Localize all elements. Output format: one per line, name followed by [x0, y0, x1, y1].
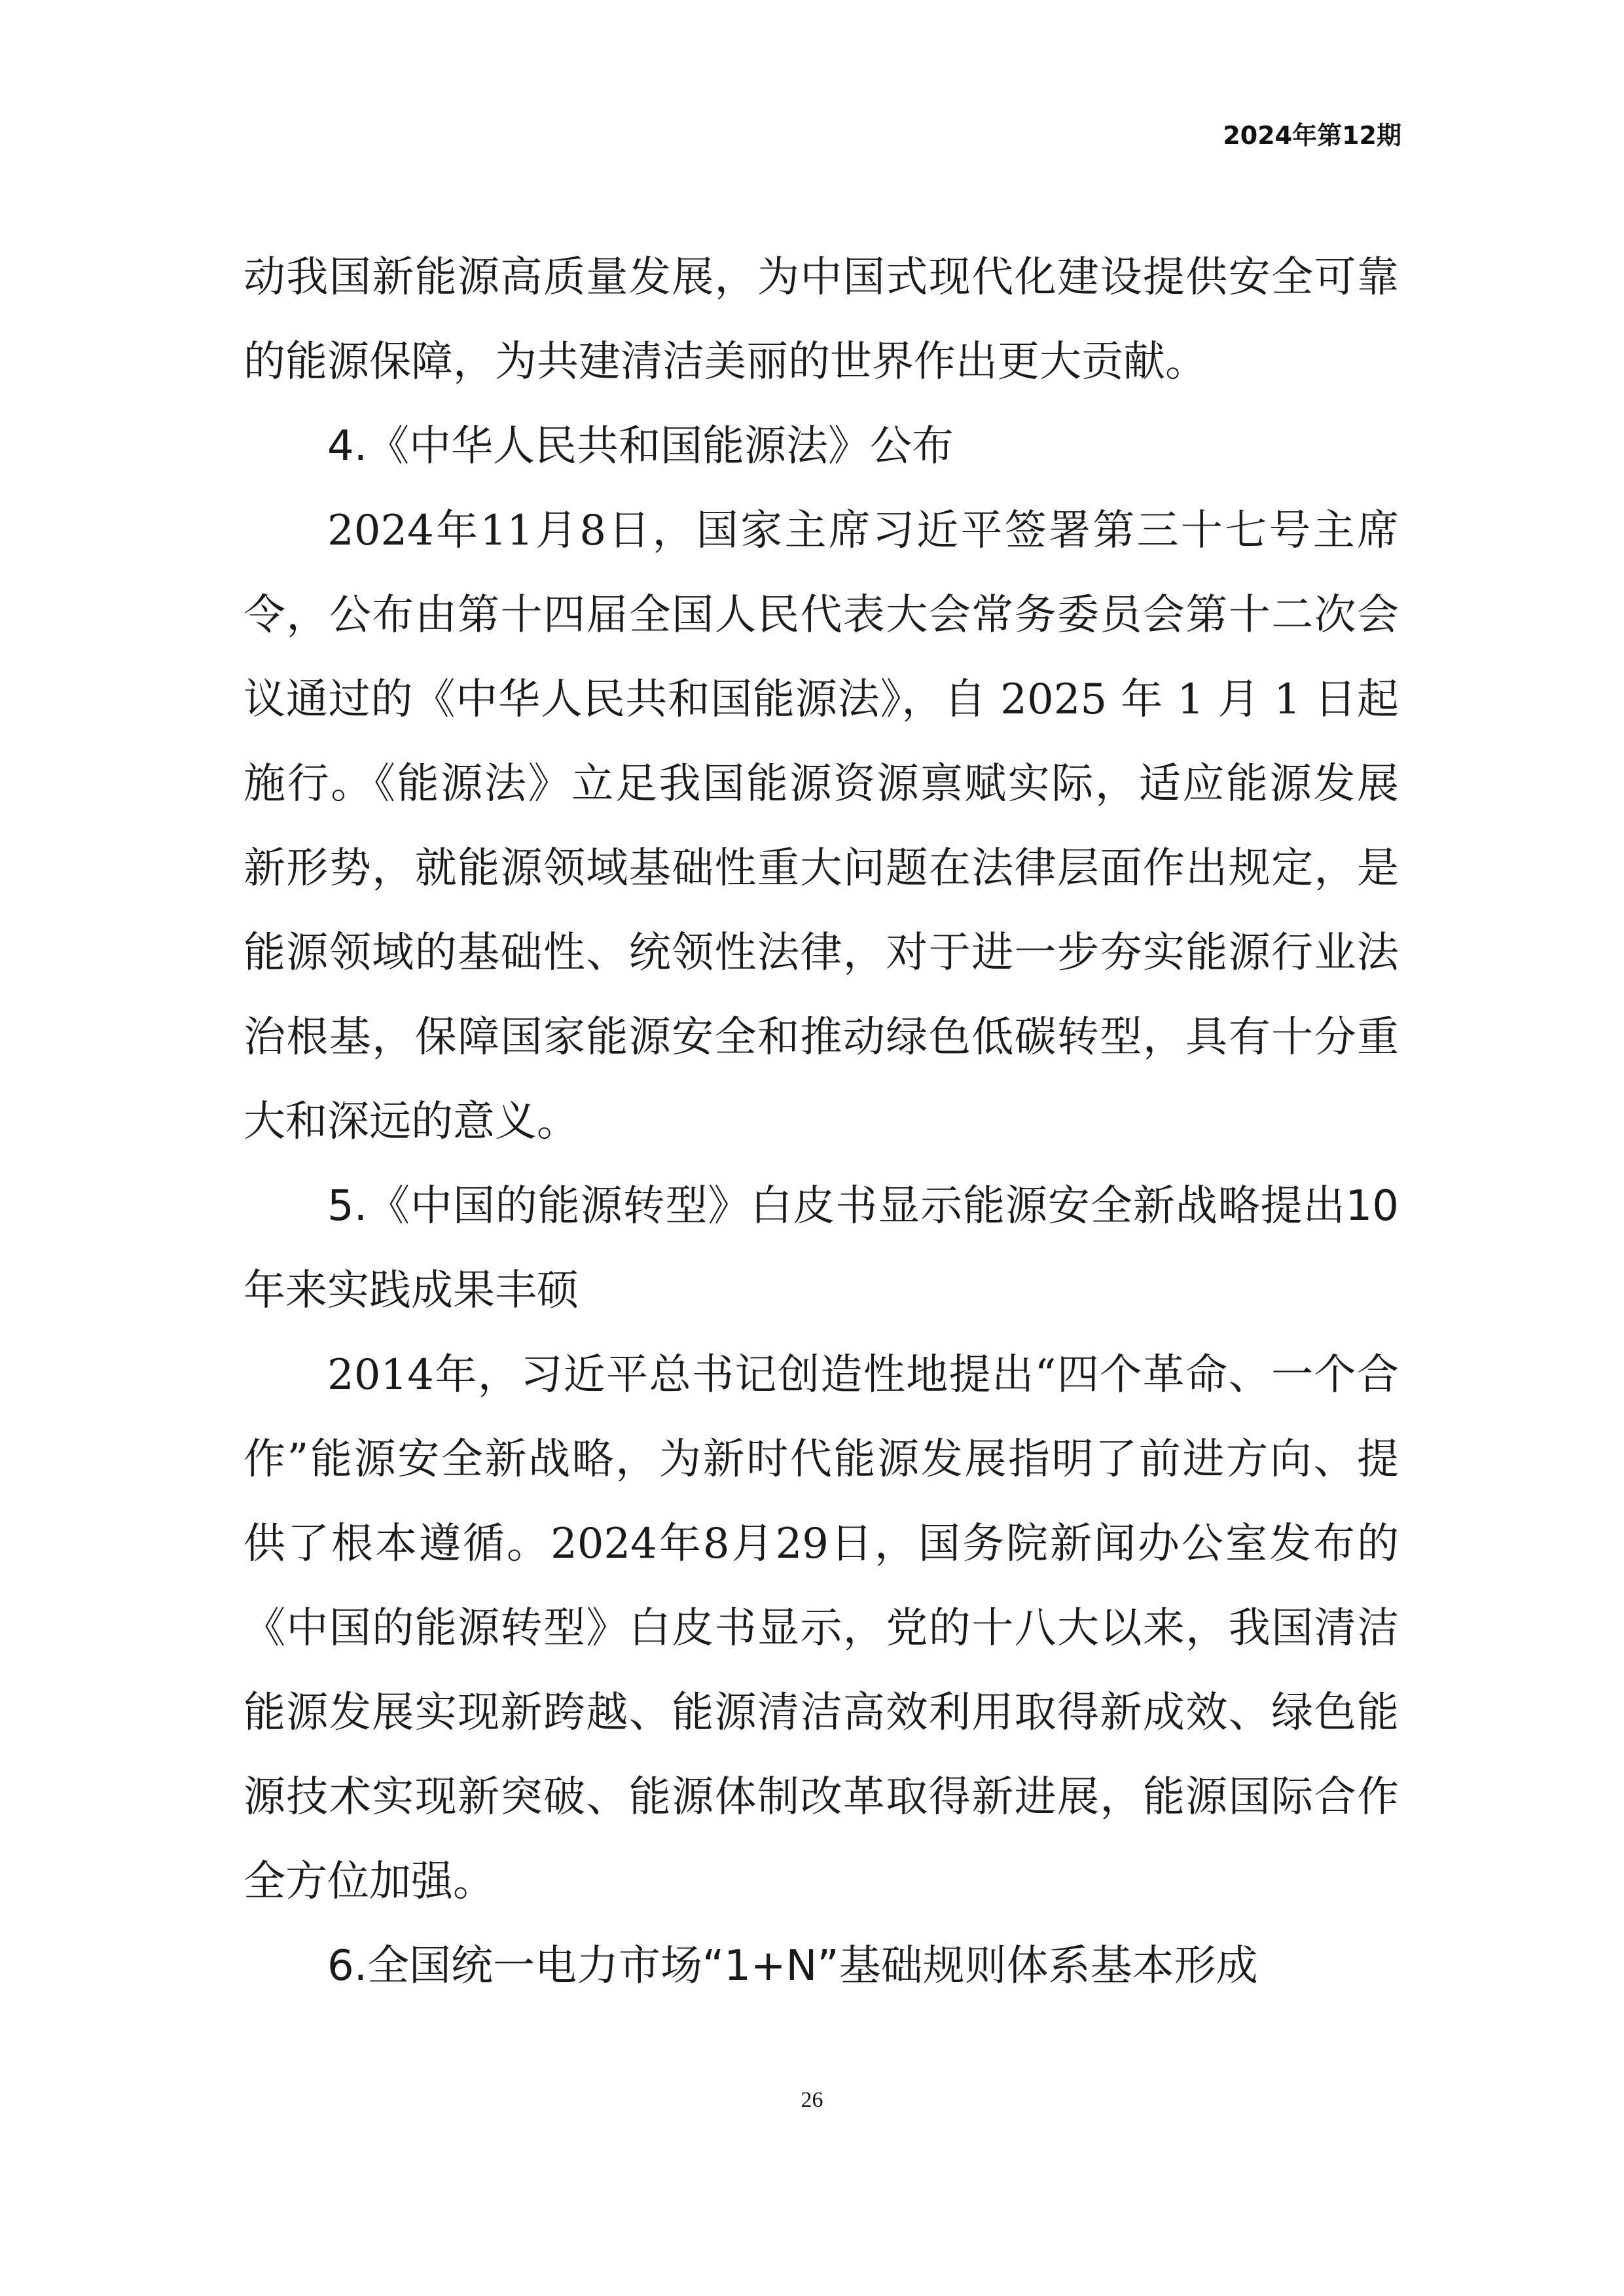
body-line: 新形势，就能源领域基础性重大问题在法律层面作出规定，是 — [244, 844, 1399, 893]
section-heading-4: 4.《中华人民共和国能源法》公布 — [327, 422, 954, 471]
body-line: 源技术实现新突破、能源体制改革取得新进展，能源国际合作 — [244, 1773, 1399, 1821]
page-number: 26 — [801, 2088, 823, 2112]
body-line: 大和深远的意义。 — [244, 1098, 579, 1146]
body-line: 施行。《能源法》立足我国能源资源禀赋实际，适应能源发展 — [244, 760, 1399, 808]
body-line: 作”能源安全新战略，为新时代能源发展指明了前进方向、提 — [244, 1435, 1399, 1484]
section-heading-5-continued: 年来实践成果丰硕 — [244, 1266, 579, 1315]
issue-label: 2024年第12期 — [1223, 121, 1401, 150]
body-line: 《中国的能源转型》白皮书显示，党的十八大以来，我国清洁 — [244, 1604, 1399, 1653]
body-line: 令，公布由第十四届全国人民代表大会常务委员会第十二次会 — [244, 591, 1399, 639]
section-heading-5: 5.《中国的能源转型》白皮书显示能源安全新战略提出10 — [327, 1182, 1399, 1230]
body-line: 全方位加强。 — [244, 1857, 495, 1906]
body-line: 2014年，习近平总书记创造性地提出“四个革命、一个合 — [327, 1351, 1399, 1399]
body-line: 治根基，保障国家能源安全和推动绿色低碳转型，具有十分重 — [244, 1013, 1399, 1062]
section-heading-6: 6.全国统一电力市场“1+N”基础规则体系基本形成 — [327, 1942, 1258, 1990]
body-line: 供了根本遵循。2024年8月29日，国务院新闻办公室发布的 — [244, 1520, 1399, 1568]
body-line: 的能源保障，为共建清洁美丽的世界作出更大贡献。 — [244, 338, 1207, 386]
article-body — [244, 236, 1399, 2009]
body-line: 能源发展实现新跨越、能源清洁高效利用取得新成效、绿色能 — [244, 1689, 1399, 1737]
body-line: 动我国新能源高质量发展，为中国式现代化建设提供安全可靠 — [244, 253, 1399, 302]
body-line: 能源领域的基础性、统领性法律，对于进一步夯实能源行业法 — [244, 929, 1399, 977]
body-line: 2024年11月8日，国家主席习近平签署第三十七号主席 — [327, 507, 1399, 555]
body-line: 议通过的《中华人民共和国能源法》，自 2025 年 1 月 1 日起 — [244, 675, 1399, 724]
